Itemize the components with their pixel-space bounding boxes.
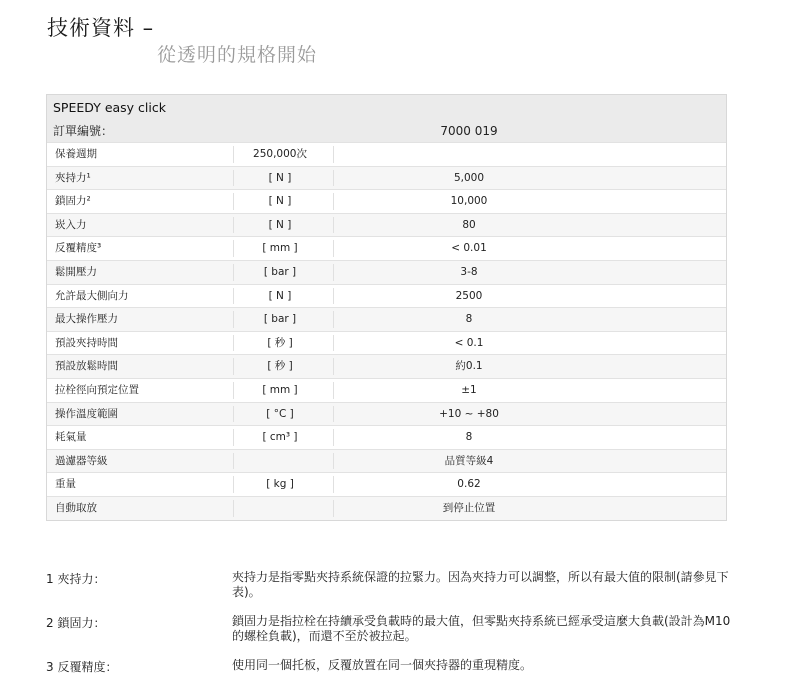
spec-unit: [ N ] <box>268 195 292 208</box>
spec-value: 3-8 <box>460 265 478 278</box>
column-divider <box>233 193 234 210</box>
column-divider <box>233 429 234 446</box>
column-divider <box>333 311 334 328</box>
column-divider <box>233 406 234 423</box>
product-name: SPEEDY easy click <box>53 100 166 115</box>
spec-row <box>47 307 726 331</box>
spec-row <box>47 331 726 355</box>
column-divider <box>333 406 334 423</box>
footnote-3 <box>46 658 736 673</box>
spec-row <box>47 189 726 213</box>
column-divider <box>333 146 334 163</box>
spec-unit: [ N ] <box>268 218 292 231</box>
column-divider <box>233 264 234 281</box>
spec-row <box>47 260 726 284</box>
spec-value: 10,000 <box>450 195 488 208</box>
column-divider <box>233 217 234 234</box>
spec-unit: [ bar ] <box>263 313 297 326</box>
column-divider <box>233 146 234 163</box>
spec-value: 品質等級4 <box>444 454 494 467</box>
spec-row <box>47 472 726 496</box>
footnote-text: 夾持力是指零點夾持系統保證的拉緊力。因為夾持力可以調整，所以有最大值的限制(請參見下表)。 <box>232 570 729 599</box>
column-divider <box>333 288 334 305</box>
spec-row <box>47 449 726 473</box>
spec-value: +10 ~ +80 <box>439 407 499 420</box>
spec-value: < 0.01 <box>451 242 487 255</box>
spec-label: 允許最大側向力 <box>55 289 129 302</box>
order-number-label: 訂單編號： <box>53 124 114 138</box>
column-divider <box>233 170 234 187</box>
spec-unit: 250,000次 <box>253 148 307 160</box>
spec-row <box>47 166 726 190</box>
column-divider <box>233 476 234 493</box>
footnote-label: 3 反覆精度： <box>46 660 118 674</box>
spec-unit: [ kg ] <box>266 478 294 491</box>
footnote-label: 1 夾持力： <box>46 572 106 586</box>
spec-value: 8 <box>465 313 473 326</box>
spec-label: 鬆開壓力 <box>55 265 97 278</box>
spec-row <box>47 236 726 260</box>
column-divider <box>233 335 234 352</box>
page-subtitle: 從透明的規格開始 <box>157 44 318 66</box>
footnote-label: 2 鎖固力： <box>46 616 106 630</box>
spec-row <box>47 142 726 166</box>
spec-label: 保養週期 <box>55 148 97 160</box>
spec-unit: [ bar ] <box>263 265 297 278</box>
spec-label: 最大操作壓力 <box>55 313 118 326</box>
footnotes <box>46 570 736 687</box>
spec-unit: [ N ] <box>268 289 292 302</box>
spec-label: 崁入力 <box>55 218 87 231</box>
spec-label: 反覆精度³ <box>55 242 102 255</box>
column-divider <box>233 453 234 470</box>
column-divider <box>333 264 334 281</box>
footnote-text: 鎖固力是指拉栓在持續承受負載時的最大值，但零點夾持系統已經承受這麼大負載(設計為M10的螺栓負載)，而還不至於被拉起。 <box>232 614 731 643</box>
column-divider <box>333 358 334 375</box>
spec-unit: [ 秒 ] <box>267 336 293 349</box>
column-divider <box>333 476 334 493</box>
footnote-1 <box>46 570 736 600</box>
column-divider <box>333 193 334 210</box>
spec-table-header <box>47 95 726 142</box>
spec-unit: [ N ] <box>268 171 292 184</box>
spec-value: 80 <box>462 218 476 231</box>
spec-label: 耗氣量 <box>55 431 87 444</box>
spec-value: 0.62 <box>457 478 481 491</box>
spec-value: < 0.1 <box>454 336 484 349</box>
spec-label: 預設夾持時間 <box>55 336 118 349</box>
spec-unit: [ cm³ ] <box>262 431 298 444</box>
column-divider <box>233 311 234 328</box>
spec-label: 重量 <box>55 478 76 491</box>
spec-row <box>47 496 726 520</box>
spec-value: ±1 <box>461 383 477 396</box>
column-divider <box>233 288 234 305</box>
spec-unit: [ 秒 ] <box>267 360 293 373</box>
spec-unit: [ mm ] <box>262 242 298 255</box>
spec-value: 到停止位置 <box>442 501 496 514</box>
spec-row <box>47 213 726 237</box>
column-divider <box>333 382 334 399</box>
spec-row <box>47 284 726 308</box>
spec-label: 鎖固力² <box>55 195 91 208</box>
spec-label: 過濾器等級 <box>55 454 108 467</box>
column-divider <box>333 429 334 446</box>
column-divider <box>333 170 334 187</box>
column-divider <box>333 217 334 234</box>
order-number-value: 7000 019 <box>440 124 498 138</box>
column-divider <box>333 240 334 257</box>
spec-row <box>47 354 726 378</box>
order-number-row <box>47 120 726 142</box>
spec-row <box>47 378 726 402</box>
page-title: 技術資料 – <box>47 16 155 40</box>
spec-unit: [ °C ] <box>266 407 294 420</box>
spec-label: 拉栓徑向預定位置 <box>55 383 139 396</box>
spec-row <box>47 425 726 449</box>
spec-label: 操作溫度範圍 <box>55 407 118 420</box>
column-divider <box>333 335 334 352</box>
column-divider <box>333 453 334 470</box>
column-divider <box>233 500 234 517</box>
spec-row <box>47 402 726 426</box>
spec-value: 約0.1 <box>455 360 483 373</box>
spec-value: 2500 <box>455 289 483 302</box>
footnote-2 <box>46 614 736 644</box>
column-divider <box>333 500 334 517</box>
spec-value: 5,000 <box>453 171 485 184</box>
spec-rows <box>47 142 726 520</box>
footnote-text: 使用同一個托板，反覆放置在同一個夾持器的重現精度。 <box>232 658 533 672</box>
column-divider <box>233 240 234 257</box>
spec-table <box>46 94 727 521</box>
column-divider <box>233 358 234 375</box>
spec-unit: [ mm ] <box>262 383 298 396</box>
spec-label: 夾持力¹ <box>55 171 91 184</box>
column-divider <box>233 382 234 399</box>
spec-label: 自動取放 <box>55 501 97 514</box>
spec-label: 預設放鬆時間 <box>55 360 118 373</box>
spec-value: 8 <box>465 431 473 444</box>
